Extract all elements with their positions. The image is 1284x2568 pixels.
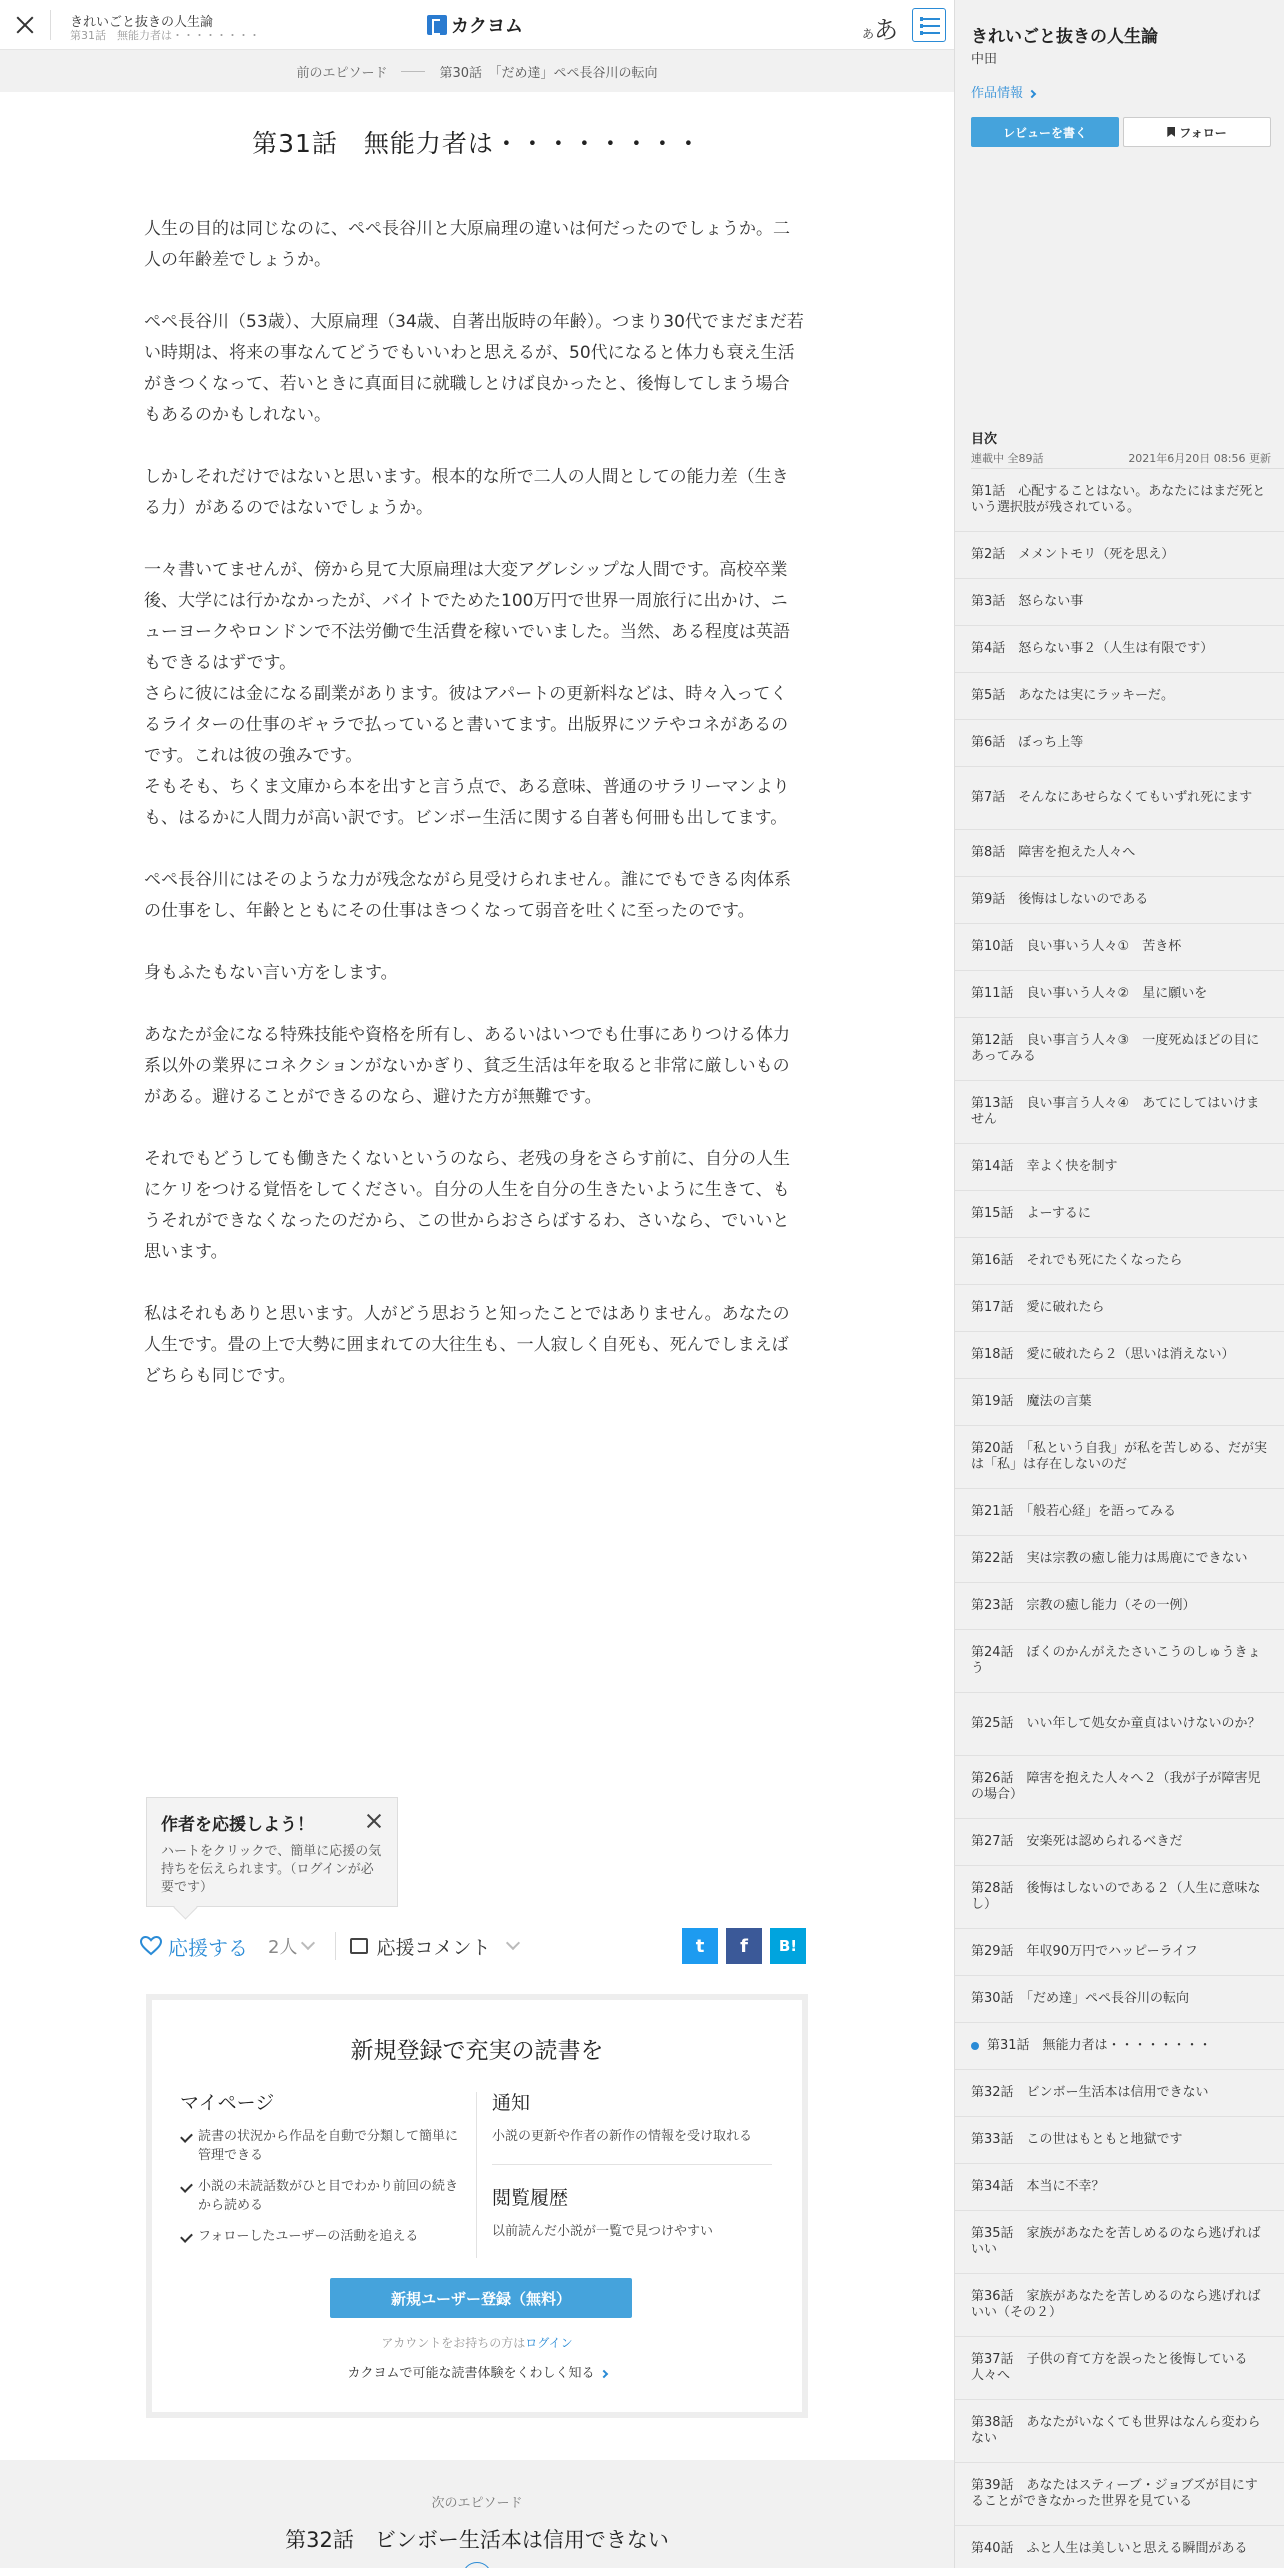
follow-label: フォロー xyxy=(1179,125,1227,140)
write-review-button[interactable]: レビューを書く xyxy=(971,117,1119,147)
toc-item[interactable] xyxy=(955,2337,1284,2400)
toc-item-label: 第23話 宗教の癒し能力（その一例） xyxy=(971,1598,1196,1613)
toc-item[interactable] xyxy=(955,767,1284,830)
signup-card xyxy=(146,1994,808,2418)
toc-item-label: 第33話 この世はもともと地獄です xyxy=(971,2132,1183,2147)
toc-item[interactable] xyxy=(955,720,1284,767)
kakuyomu-logo-icon xyxy=(427,15,447,35)
header-episode-title: 第31話 無能力者は・・・・・・・・ xyxy=(70,29,260,42)
toc-item[interactable] xyxy=(955,1489,1284,1536)
toc-item-label: 第2話 メメントモリ（死を思え） xyxy=(971,547,1175,562)
toc-item-label: 第16話 それでも死にたくなったら xyxy=(971,1253,1183,1268)
toc-item-label: 第27話 安楽死は認められるべきだ xyxy=(971,1834,1183,1849)
toc-item[interactable] xyxy=(955,1191,1284,1238)
toc-item[interactable] xyxy=(955,2274,1284,2337)
follow-button[interactable] xyxy=(1123,117,1271,147)
cheer-button[interactable]: 応援する xyxy=(168,1935,248,1960)
tooltip-body: ハートをクリックで、簡単に応援の気持ちを伝えられます。（ログインが必要です） xyxy=(161,1844,382,1895)
tooltip-close-icon[interactable] xyxy=(365,1812,383,1830)
heart-icon[interactable] xyxy=(140,1936,162,1956)
episode-body xyxy=(144,214,804,1423)
feature-item: 小説の未読話数がひと目でわかり前回の続きから読める xyxy=(180,2177,470,2215)
chevron-right-icon xyxy=(1028,89,1036,97)
toc-item-label: 第17話 愛に破れたら xyxy=(971,1300,1105,1315)
toc-item[interactable] xyxy=(955,1536,1284,1583)
toc-item-label: 第20話 「私という自我」が私を苦しめる、だが実は「私」は存在しないのだ xyxy=(971,1441,1268,1472)
toc-item[interactable] xyxy=(955,626,1284,673)
toc-item[interactable] xyxy=(955,579,1284,626)
toc-item[interactable] xyxy=(955,532,1284,579)
header-work-title[interactable]: きれいごと抜きの人生論 xyxy=(70,15,214,30)
toc-item[interactable] xyxy=(955,2463,1284,2526)
toc-item-label: 第28話 後悔はしないのである２（人生に意味なし） xyxy=(971,1881,1261,1912)
toc-item[interactable] xyxy=(955,830,1284,877)
body-paragraph: あなたが金になる特殊技能や資格を所有し、あるいはいつでも仕事にありつける体力系以外の業界にコネクションがないかぎり、貧乏生活は年を取ると非常に厳しいものがある。避けることができるのなら、避けた方が無難です。 xyxy=(144,1025,790,1107)
mypage-feature-list xyxy=(180,2127,470,2246)
prev-episode-label[interactable]: 前のエピソード xyxy=(296,65,388,81)
font-size-button[interactable] xyxy=(862,10,898,45)
toc-item[interactable] xyxy=(955,1081,1284,1144)
toc-item[interactable] xyxy=(955,1929,1284,1976)
history-description: 以前読んだ小説が一覧で見つけやすい xyxy=(492,2224,714,2239)
toc-item-label: 第15話 よーするに xyxy=(971,1206,1091,1221)
login-prefix: アカウントをお持ちの方は xyxy=(381,2336,526,2350)
toc-item-label: 第22話 実は宗教の癒し能力は馬鹿にできない xyxy=(971,1551,1248,1566)
font-toggle-large: あ xyxy=(874,16,899,44)
chevron-right-icon xyxy=(599,2369,607,2377)
sidebar-author[interactable]: 中田 xyxy=(971,52,998,67)
toc-list-icon[interactable] xyxy=(912,8,946,42)
toc-item[interactable] xyxy=(955,1144,1284,1191)
kakuyomu-logo[interactable] xyxy=(427,13,523,37)
body-paragraph: ペペ長谷川（53歳）、大原扁理（34歳、自著出版時の年齢）。つまり30代でまだまだ若い時期は、将来の事なんてどうでもいいわと思えるが、50代になると体力も衰え生活がきつくなって、若いときに真面目に就職しとけば良かったと、後悔してしまう場合もあるのかもしれない。 xyxy=(144,312,804,425)
toc-item[interactable] xyxy=(955,1332,1284,1379)
toc-item-label: 第4話 怒らない事２（人生は有限です） xyxy=(971,641,1214,656)
next-arrow-icon[interactable] xyxy=(462,2562,492,2568)
toc-item[interactable] xyxy=(955,1583,1284,1630)
toc-item[interactable] xyxy=(955,673,1284,720)
toc-item[interactable] xyxy=(955,1630,1284,1693)
toc-item-label: 第26話 障害を抱えた人々へ２（我が子が障害児の場合） xyxy=(971,1771,1261,1802)
chevron-down-icon[interactable] xyxy=(506,1936,520,1950)
toc-item-label: 第13話 良い事言う人々④ あてにしてはいけません xyxy=(971,1096,1260,1127)
toc-item-label: 第31話 無能力者は・・・・・・・・ xyxy=(987,2038,1212,2053)
history-heading: 閲覧履歴 xyxy=(492,2187,569,2209)
share-buttons xyxy=(682,1928,806,1964)
toc-item-label: 第24話 ぼくのかんがえたさいこうのしゅうきょう xyxy=(971,1645,1261,1676)
episode-subnav xyxy=(0,50,954,92)
toc-item[interactable] xyxy=(955,1976,1284,2023)
signup-button[interactable]: 新規ユーザー登録（無料） xyxy=(330,2278,632,2318)
toc-item[interactable] xyxy=(955,1756,1284,1819)
toc-item[interactable] xyxy=(955,1426,1284,1489)
next-episode-block[interactable] xyxy=(0,2460,954,2568)
header-divider xyxy=(50,10,51,40)
toc-item-label: 第25話 いい年して処女か童貞はいけないのか？ xyxy=(971,1716,1261,1731)
toc-item-label: 第34話 本当に不幸？ xyxy=(971,2179,1105,2194)
toc-item[interactable] xyxy=(955,2526,1284,2568)
next-episode-title[interactable]: 第32話 ビンボー生活本は信用できない xyxy=(285,2528,669,2552)
logo-text: カクヨム xyxy=(451,16,523,37)
toc-item-label: 第5話 あなたは実にラッキーだ。 xyxy=(971,688,1175,703)
learn-more-text: カクヨムで可能な読書体験をくわしく知る xyxy=(347,2366,595,2381)
toc-item-label: 第8話 障害を抱えた人々へ xyxy=(971,845,1136,860)
toc-item-label: 第12話 良い事言う人々③ 一度死ぬほどの目にあってみる xyxy=(971,1033,1260,1064)
tooltip-title: 作者を応援しよう！ xyxy=(161,1815,314,1835)
cheer-separator xyxy=(335,1932,336,1960)
feature-item: 読書の状況から作品を自動で分類して簡単に管理できる xyxy=(180,2127,470,2165)
toc-item-label: 第29話 年収90万円でハッピーライフ xyxy=(971,1944,1198,1959)
toc-item-label: 第19話 魔法の言葉 xyxy=(971,1394,1092,1409)
login-link[interactable]: ログイン xyxy=(525,2336,573,2350)
signup-title: 新規登録で充実の読書を xyxy=(350,2038,604,2064)
cheer-count[interactable]: 2人 xyxy=(268,1937,298,1958)
toc-item-label: 第18話 愛に破れたら２（思いは消えない） xyxy=(971,1347,1235,1362)
toc-item-label: 第38話 あなたがいなくても世界はなんら変わらない xyxy=(971,2415,1261,2446)
toc-item-label: 第39話 あなたはスティーブ・ジョブズが目にすることができなかった世界を見ている xyxy=(971,2478,1258,2509)
toc-item[interactable] xyxy=(955,1379,1284,1426)
toc-item-label: 第40話 ふと人生は美しいと思える瞬間がある xyxy=(971,2541,1248,2556)
notice-description: 小説の更新や作者の新作の情報を受け取れる xyxy=(492,2129,753,2144)
episode-title: 第31話 無能力者は・・・・・・・・ xyxy=(252,129,702,158)
toc-item[interactable] xyxy=(955,2117,1284,2164)
mypage-heading: マイページ xyxy=(180,2092,275,2114)
body-paragraph: 一々書いてませんが、傍から見て大原扁理は大変アグレシップな人間です。高校卒業後、大学には行かなかったが、バイトでためた100万円で世界一周旅行に出かけ、ニューヨークやロンドンで不法労働で生活費を稼いでいました。当然、ある程度は英語もできるはずです。 さらに彼には金になる副業があります。彼はアパートの更新料などは、時々入ってくるライターの仕事のギャラで払っていると書いてます。出版界にツテやコネがあるのです。これは彼の強みです。 そもそも、ちくま文庫から本を出すと言う点で、ある意味、普通のサラリーマンよりも、はるかに人間力が高い訳です。ビンボー生活に関する自著も何冊も出してます。 xyxy=(144,560,790,828)
toc-item-label: 第11話 良い事いう人々② 星に願いを xyxy=(971,986,1208,1001)
top-bar xyxy=(0,0,954,50)
toc-status: 連載中 全89話 xyxy=(971,452,1044,465)
toc-item-label: 第10話 良い事いう人々① 苦き杯 xyxy=(971,939,1182,954)
toc-item-label: 第6話 ぼっち上等 xyxy=(971,735,1084,750)
next-episode-label: 次のエピソード xyxy=(431,2496,523,2511)
comment-icon[interactable] xyxy=(350,1938,368,1954)
toc-item[interactable] xyxy=(955,1018,1284,1081)
learn-more-link[interactable] xyxy=(152,2362,802,2381)
work-sidebar xyxy=(954,0,1284,2568)
toc-list xyxy=(955,469,1284,2568)
toc-item[interactable] xyxy=(955,1238,1284,1285)
toc-item-label: 第36話 家族があなたを苦しめるのなら逃げればいい（その２） xyxy=(971,2289,1261,2320)
toc-item[interactable] xyxy=(955,2070,1284,2117)
toc-item[interactable] xyxy=(955,924,1284,971)
toc-item[interactable] xyxy=(955,2400,1284,2463)
toc-item[interactable] xyxy=(955,971,1284,1018)
subnav-separator xyxy=(401,71,425,72)
toc-item-label: 第1話 心配することはない。あなたにはまだ死という選択肢が残されている。 xyxy=(971,484,1266,515)
toc-item[interactable] xyxy=(955,2164,1284,2211)
toc-item[interactable] xyxy=(955,877,1284,924)
toc-item[interactable] xyxy=(955,1866,1284,1929)
body-paragraph: しかしそれだけではないと思います。根本的な所で二人の人間としての能力差（生きる力）があるのではないでしょうか。 xyxy=(144,467,789,518)
chevron-down-icon[interactable] xyxy=(301,1936,315,1950)
toc-item-label: 第21話 「般若心経」を語ってみる xyxy=(971,1504,1177,1519)
twitter-share-icon[interactable]: t xyxy=(682,1928,718,1964)
cheer-tooltip xyxy=(146,1797,398,1907)
toc-heading: 目次 xyxy=(971,432,998,447)
body-paragraph: ペペ長谷川にはそのような力が残念ながら見受けられません。誰にでもできる肉体系の仕事をし、年齢とともにその仕事はきつくなって弱音を吐くに至ったのです。 xyxy=(144,870,792,921)
font-toggle-small: あ xyxy=(862,27,875,41)
toc-meta xyxy=(971,450,1271,466)
body-paragraph: 私はそれもありと思います。人がどう思おうと知ったことではありません。あなたの人生です。畳の上で大勢に囲まれての大往生も、一人寂しく自死も、死んでしまえばどちらも同じです。 xyxy=(144,1304,790,1386)
toc-item-label: 第32話 ビンボー生活本は信用できない xyxy=(971,2085,1209,2100)
toc-item-label: 第37話 子供の育て方を誤ったと後悔している人々へ xyxy=(971,2352,1248,2383)
toc-item-label: 第7話 そんなにあせらなくてもいずれ死にます xyxy=(971,790,1253,805)
cheer-comment-button[interactable]: 応援コメント xyxy=(376,1936,491,1959)
sidebar-work-title[interactable]: きれいごと抜きの人生論 xyxy=(971,27,1158,47)
toc-updated: 2021年6月20日 08:56 更新 xyxy=(1128,452,1271,465)
toc-item-label: 第3話 怒らない事 xyxy=(971,594,1084,609)
toc-item[interactable] xyxy=(955,1285,1284,1332)
toc-item-label: 第35話 家族があなたを苦しめるのなら逃げればいい xyxy=(971,2226,1261,2257)
toc-item-label: 第9話 後悔はしないのである xyxy=(971,892,1149,907)
body-paragraph: 人生の目的は同じなのに、ペペ長谷川と大原扁理の違いは何だったのでしょうか。二人の年齢差でしょうか。 xyxy=(144,219,790,270)
facebook-share-icon[interactable]: f xyxy=(726,1928,762,1964)
login-prompt xyxy=(152,2334,802,2351)
work-info-link[interactable] xyxy=(971,82,1035,101)
toc-item-label: 第14話 幸よく快を制す xyxy=(971,1159,1118,1174)
close-icon[interactable] xyxy=(12,12,38,38)
work-info-text: 作品情報 xyxy=(971,86,1024,101)
toc-item-current[interactable] xyxy=(955,2023,1284,2070)
bookmark-plus-icon xyxy=(1167,127,1175,137)
signup-divider xyxy=(476,2092,477,2258)
toc-item[interactable] xyxy=(955,1693,1284,1756)
prev-episode-link[interactable]: 第30話 「だめ達」ペペ長谷川の転向 xyxy=(439,65,658,81)
cheer-row xyxy=(140,1926,806,1966)
hatena-bookmark-icon[interactable]: B! xyxy=(770,1928,806,1964)
feature-item: フォローしたユーザーの活動を追える xyxy=(180,2227,470,2246)
signup-mypage-column xyxy=(180,2088,470,2258)
toc-item[interactable] xyxy=(955,1819,1284,1866)
toc-item[interactable] xyxy=(955,2211,1284,2274)
toc-item[interactable] xyxy=(955,469,1284,532)
toc-item-label: 第30話 「だめ達」ペペ長谷川の転向 xyxy=(971,1991,1190,2006)
notice-heading: 通知 xyxy=(492,2092,531,2114)
signup-notice-column xyxy=(492,2088,772,2241)
body-paragraph: それでもどうしても働きたくないというのなら、老残の身をさらす前に、自分の人生にケリをつける覚悟をしてください。自分の人生を自分の生きたいように生きて、もうそれができなくなったのだから、この世からおさらばするわ、さいなら、でいいと思います。 xyxy=(144,1149,790,1262)
body-paragraph: 身もふたもない言い方をします。 xyxy=(144,963,398,983)
signup-hr xyxy=(492,2164,772,2165)
